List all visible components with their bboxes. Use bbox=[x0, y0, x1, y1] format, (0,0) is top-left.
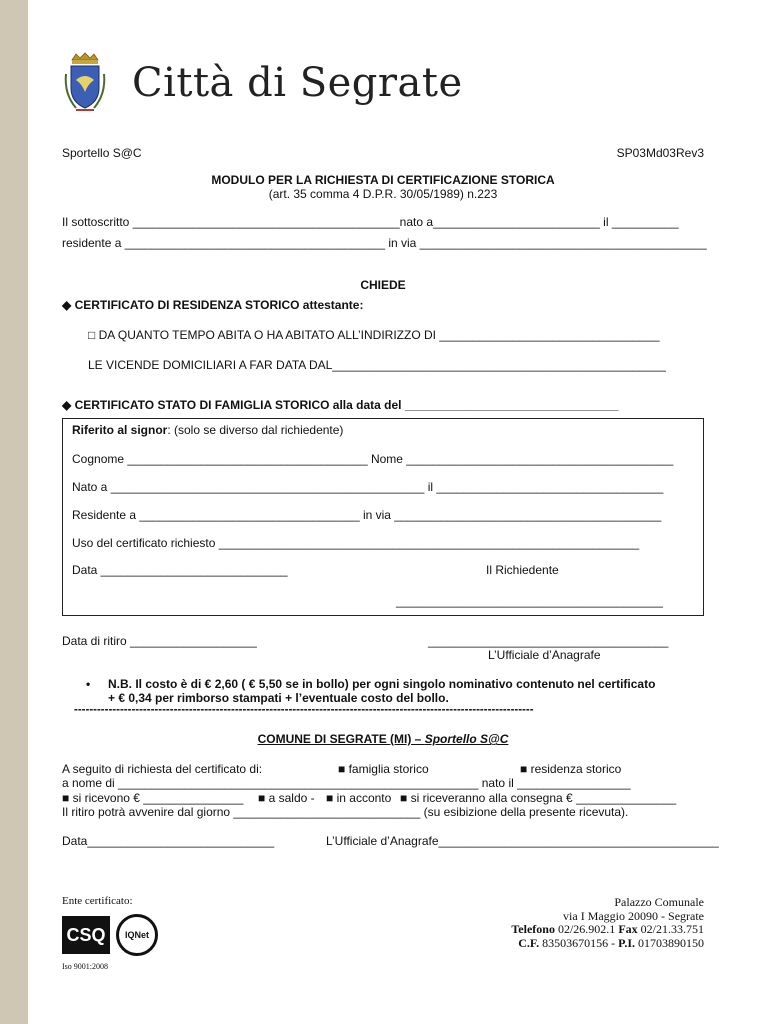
checkbox-icon: ■ bbox=[326, 791, 334, 805]
receipt-request-label: A seguito di richiesta del certificato di: bbox=[62, 762, 263, 776]
csq-logo: CSQ bbox=[62, 916, 110, 954]
ufficiale-signature-line[interactable]: ____________________________________ bbox=[428, 634, 669, 648]
chiede-heading: CHIEDE bbox=[360, 278, 406, 292]
ritiro-date-field[interactable]: Il ritiro potrà avvenire dal giorno ____________________________ (su esibizione della presente ricevuta). bbox=[62, 805, 629, 819]
residente-field[interactable]: Residente a _________________________________ in via ________________________________________ bbox=[72, 508, 662, 522]
ricevono-field[interactable]: ■ si ricevono € _______________ bbox=[62, 791, 244, 805]
separator-dashes: ------------------------------------------------------------------------------------------------------------------------ bbox=[74, 704, 534, 716]
iso-label: Iso 9001:2008 bbox=[62, 962, 108, 971]
document-code: SP03Md03Rev3 bbox=[616, 146, 704, 160]
ufficiale-label: L’Ufficiale d’Anagrafe bbox=[488, 648, 601, 662]
tax-codes-line: C.F. 83503670156 - P.I. 01703890150 bbox=[518, 936, 704, 950]
residenza-checkbox[interactable]: ■ residenza storico bbox=[520, 762, 622, 776]
receipt-name-field[interactable]: a nome di ______________________________________________________ nato il _________________ bbox=[62, 776, 631, 790]
riferito-label: Riferito al signor: (solo se diverso dal richiedente) bbox=[72, 423, 344, 437]
left-margin-strip bbox=[0, 0, 28, 1024]
richiedente-label: Il Richiedente bbox=[486, 563, 559, 577]
famiglia-heading[interactable]: ◆ CERTIFICATO STATO DI FAMIGLIA STORICO alla data del ________________________________ bbox=[62, 398, 619, 412]
form-title: MODULO PER LA RICHIESTA DI CERTIFICAZIONE STORICA bbox=[211, 173, 555, 187]
checkbox-icon: ■ bbox=[62, 791, 70, 805]
famiglia-checkbox[interactable]: ■ famiglia storico bbox=[338, 762, 429, 776]
iqnet-logo: IQNet bbox=[116, 914, 158, 956]
checkbox-icon: ■ bbox=[258, 791, 266, 805]
uso-certificato-field[interactable]: Uso del certificato richiesto _______________________________________________________________ bbox=[72, 536, 640, 550]
office-label: Sportello S@C bbox=[62, 146, 142, 160]
note-line-2: + € 0,34 per rimborso stampati + l’eventuale costo del bollo. bbox=[108, 691, 449, 705]
checkbox-icon: ■ bbox=[520, 762, 528, 776]
applicant-line-1[interactable]: Il sottoscritto ________________________________________nato a_________________________ il __________ bbox=[62, 215, 679, 229]
form-subtitle: (art. 35 comma 4 D.P.R. 30/05/1989) n.223 bbox=[268, 187, 498, 201]
nato-field[interactable]: Nato a _______________________________________________ il __________________________________ bbox=[72, 480, 664, 494]
data-field[interactable]: Data ____________________________ bbox=[72, 563, 288, 577]
applicant-line-2[interactable]: residente a _______________________________________ in via ___________________________________________ bbox=[62, 236, 707, 250]
address-line-2: via I Maggio 20090 - Segrate bbox=[563, 909, 704, 923]
address-line-1: Palazzo Comunale bbox=[614, 895, 704, 909]
note-line-1: N.B. Il costo è di € 2,60 ( € 5,50 se in bollo) per ogni singolo nominativo contenuto nel certificato bbox=[108, 677, 656, 691]
checkbox-icon: ■ bbox=[400, 791, 408, 805]
data-ritiro-field[interactable]: Data di ritiro ___________________ bbox=[62, 634, 257, 648]
checkbox-icon: ■ bbox=[338, 762, 346, 776]
residenza-heading: ◆ CERTIFICATO DI RESIDENZA STORICO attestante: bbox=[62, 298, 364, 312]
note-bullet: • bbox=[86, 677, 91, 691]
saldo-checkbox[interactable]: ■ a saldo - bbox=[258, 791, 315, 805]
residenza-option-1[interactable]: □ DA QUANTO TEMPO ABITA O HA ABITATO ALL’INDIRIZZO DI _________________________________ bbox=[88, 328, 660, 342]
city-name: Città di Segrate bbox=[132, 60, 463, 106]
residenza-option-2[interactable]: LE VICENDE DOMICILIARI A FAR DATA DAL__________________________________________________ bbox=[88, 358, 666, 372]
receipt-ufficiale-field[interactable]: L’Ufficiale d’Anagrafe__________________________________________ bbox=[326, 834, 719, 848]
acconto-checkbox[interactable]: ■ in acconto bbox=[326, 791, 392, 805]
receipt-heading: COMUNE DI SEGRATE (MI) – Sportello S@C bbox=[257, 732, 509, 746]
cognome-nome-field[interactable]: Cognome ____________________________________ Nome ________________________________________ bbox=[72, 452, 674, 466]
coat-of-arms-icon bbox=[62, 52, 108, 116]
richiedente-signature-line[interactable]: ________________________________________ bbox=[396, 594, 663, 608]
ente-certificato-label: Ente certificato: bbox=[62, 895, 133, 907]
phone-fax-line: Telefono 02/26.902.1 Fax 02/21.33.751 bbox=[511, 922, 704, 936]
riceveranno-field[interactable]: ■ si riceveranno alla consegna € _______________ bbox=[400, 791, 677, 805]
receipt-data-field[interactable]: Data____________________________ bbox=[62, 834, 275, 848]
